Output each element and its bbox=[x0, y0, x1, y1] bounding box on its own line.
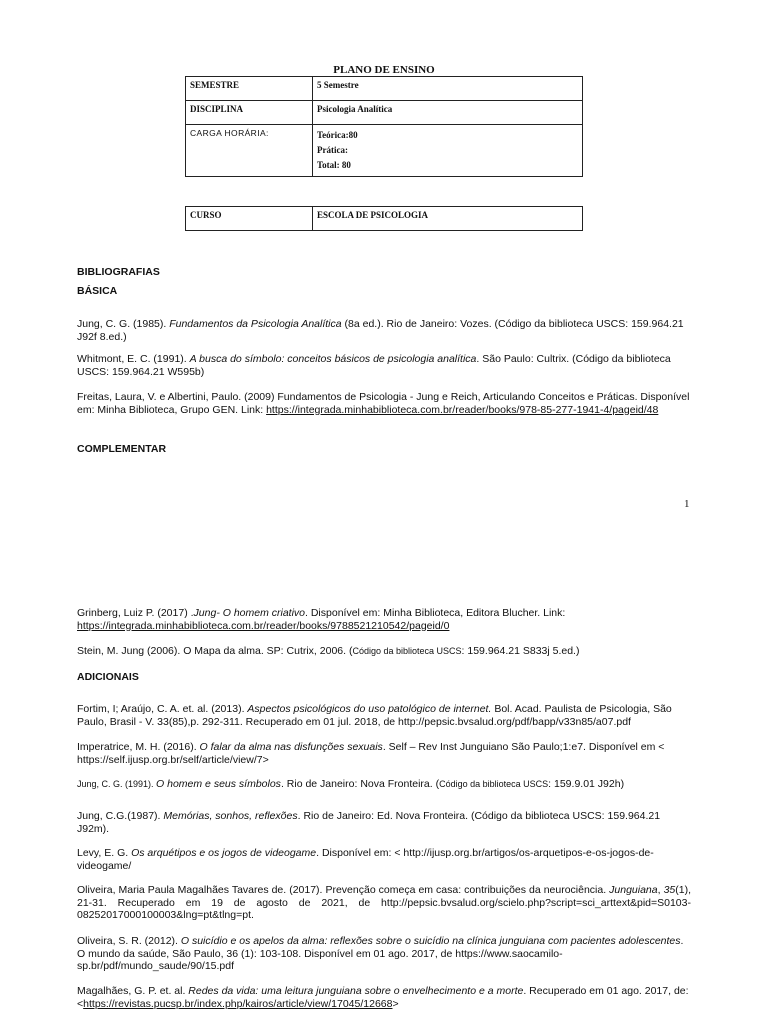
heading-adicionais: ADICIONAIS bbox=[77, 671, 139, 683]
carga-pratica: Prática: bbox=[317, 145, 348, 155]
ref-stein-2006 bbox=[77, 645, 691, 658]
ref-jung-1987 bbox=[77, 810, 691, 835]
ref-text: Oliveira, Maria Paula Magalhães Tavares de. (2017). Prevenção começa em casa: contribuições da neurociência. bbox=[77, 884, 610, 896]
ref-text: Levy, E. G. bbox=[77, 847, 132, 859]
ref-text: . Rio de Janeiro: Ed. Nova Fronteira. (Código da biblioteca USCS: 159.964.21 J92m). bbox=[77, 810, 661, 835]
ref-title: Redes da vida: uma leitura junguiana sobre o envelhecimento e a morte bbox=[188, 985, 524, 997]
ref-text: : 159.9.01 J92h) bbox=[548, 778, 625, 790]
ref-text: Oliveira, S. R. (2012). bbox=[77, 935, 181, 947]
ref-text: : 159.964.21 S833j 5.ed.) bbox=[461, 645, 580, 657]
ref-title: Jung- O homem criativo bbox=[193, 607, 306, 619]
ref-whitmont-1991 bbox=[77, 353, 691, 378]
ref-freitas-2009 bbox=[77, 391, 691, 416]
carga-horaria-values bbox=[313, 125, 583, 177]
ref-text: Jung, C.G.(1987). bbox=[77, 810, 164, 822]
ref-text: > bbox=[392, 997, 399, 1010]
ref-title: Memórias, sonhos, reflexões bbox=[163, 810, 298, 822]
ref-title: O suicídio e os apelos da alma: reflexões sobre o suicídio na clínica junguiana com pacientes adolescentes bbox=[180, 935, 681, 947]
ref-text: . Recuperado em 01 ago. 2017, de: < bbox=[77, 985, 689, 1010]
ref-title: Fundamentos da Psicologia Analítica bbox=[169, 318, 342, 330]
carga-teorica: Teórica:80 bbox=[317, 130, 358, 140]
plan-info-table bbox=[185, 76, 583, 177]
ref-text: Stein, M. Jung (2006). O Mapa da alma. SP: Cutrix, 2006. ( bbox=[77, 645, 353, 657]
ref-text: Imperatrice, M. H. (2016). bbox=[77, 741, 200, 753]
ref-fortim-2013 bbox=[77, 703, 691, 728]
ref-title: O homem e seus símbolos bbox=[156, 778, 281, 790]
heading-complementar: COMPLEMENTAR bbox=[77, 443, 167, 455]
ref-jung-1985 bbox=[77, 318, 691, 343]
ref-text-small: Código da biblioteca USCS bbox=[439, 779, 549, 789]
ref-text: . Self – Rev Inst Junguiano São Paulo;1:e7. Disponível em < https://self.ijusp.org.br/self/article/view/7> bbox=[77, 741, 665, 766]
curso-label: CURSO bbox=[186, 207, 313, 231]
ref-text: (1), 21-31. Recuperado em 19 de agosto de 2021, de http://pepsic.bvsalud.org/scielo.php?script=sci_arttext&pid=S0103-08252017000100003&lng=pt&tlng=pt. bbox=[77, 884, 691, 921]
ref-text: Whitmont, E. C. (1991). bbox=[77, 353, 190, 365]
ref-text: . O mundo da saúde, São Paulo, 36 (1): 103-108. Disponível em 01 ago. 2017, de https://www.saocamilo-sp.br/pdf/mundo_saude/90/15.pdf bbox=[77, 935, 684, 972]
ref-imperatrice-2016 bbox=[77, 741, 691, 766]
ref-title: O falar da alma nas disfunções sexuais bbox=[199, 741, 383, 753]
page-number: 1 bbox=[684, 498, 690, 510]
ref-text: . Disponível em: Minha Biblioteca, Editora Blucher. Link: bbox=[305, 607, 566, 619]
grinberg-link[interactable]: https://integrada.minhabiblioteca.com.br/reader/books/9788521210542/pageid/0 bbox=[77, 619, 450, 632]
ref-levy bbox=[77, 847, 691, 872]
ref-grinberg-2017 bbox=[77, 607, 691, 632]
carga-horaria-label: CARGA HORÁRIA: bbox=[186, 125, 313, 177]
semestre-value: 5 Semestre bbox=[313, 77, 583, 101]
ref-text: Freitas, Laura, V. e Albertini, Paulo. (2009) Fundamentos de Psicologia - Jung e Reich, Articulando Conceitos e Práticas. Disponível em: Minha Biblioteca, Grupo GEN. Link: bbox=[77, 391, 690, 416]
curso-value: ESCOLA DE PSICOLOGIA bbox=[313, 207, 583, 231]
ref-text: . São Paulo: Cultrix. (Código da biblioteca USCS: 159.964.21 W595b) bbox=[77, 353, 671, 378]
ref-magalhaes bbox=[77, 985, 691, 1010]
ref-text: . Rio de Janeiro: Nova Fronteira. ( bbox=[280, 778, 440, 790]
ref-title: Aspectos psicológicos do uso patológico de internet. bbox=[247, 703, 492, 715]
document-title: PLANO DE ENSINO bbox=[333, 64, 435, 76]
carga-total: Total: 80 bbox=[317, 160, 351, 170]
magalhaes-link[interactable]: https://revistas.pucsp.br/index.php/kairos/article/view/17045/12668 bbox=[83, 997, 393, 1010]
ref-title: A busca do símbolo: conceitos básicos de psicologia analítica bbox=[189, 353, 477, 365]
ref-title: Junguiana bbox=[609, 884, 658, 896]
semestre-label: SEMESTRE bbox=[186, 77, 313, 101]
ref-text: Grinberg, Luiz P. (2017) . bbox=[77, 607, 194, 619]
heading-bibliografias: BIBLIOGRAFIAS bbox=[77, 266, 160, 278]
ref-title: Os arquétipos e os jogos de videogame bbox=[131, 847, 317, 859]
disciplina-label: DISCIPLINA bbox=[186, 101, 313, 125]
ref-text-small: Código da biblioteca USCS bbox=[352, 646, 462, 656]
disciplina-value: Psicologia Analítica bbox=[313, 101, 583, 125]
ref-text: Fortim, I; Araújo, C. A. et. al. (2013). bbox=[77, 703, 248, 715]
heading-basica: BÁSICA bbox=[77, 285, 118, 297]
curso-table bbox=[185, 206, 583, 231]
ref-text: Jung, C. G. (1985). bbox=[77, 318, 170, 330]
ref-text-small: Jung, C. G. (1991). bbox=[77, 779, 157, 789]
ref-volume: 35 bbox=[663, 884, 676, 896]
ref-jung-1991 bbox=[77, 778, 691, 791]
ref-text: . Disponível em: < http://ijusp.org.br/artigos/os-arquetipos-e-os-jogos-de-videogame/ bbox=[77, 847, 654, 872]
ref-oliveira-2017 bbox=[77, 884, 691, 922]
ref-text: (8a ed.). Rio de Janeiro: Vozes. (Código da biblioteca USCS: 159.964.21 J92f 8.ed.) bbox=[77, 318, 684, 343]
ref-oliveira-2012 bbox=[77, 935, 691, 973]
ref-text: Bol. Acad. Paulista de Psicologia, São Paulo, Brasil - V. 33(85),p. 292-311. Recuperado em 01 jul. 2018, de http://pepsic.bvsalud.org/pdf/bapp/v33n85/a07.pdf bbox=[77, 703, 672, 728]
ref-text: , bbox=[657, 884, 664, 896]
ref-text: Magalhães, G. P. et. al. bbox=[77, 985, 189, 997]
freitas-link[interactable]: https://integrada.minhabiblioteca.com.br/reader/books/978-85-277-1941-4/pageid/48 bbox=[266, 403, 659, 416]
